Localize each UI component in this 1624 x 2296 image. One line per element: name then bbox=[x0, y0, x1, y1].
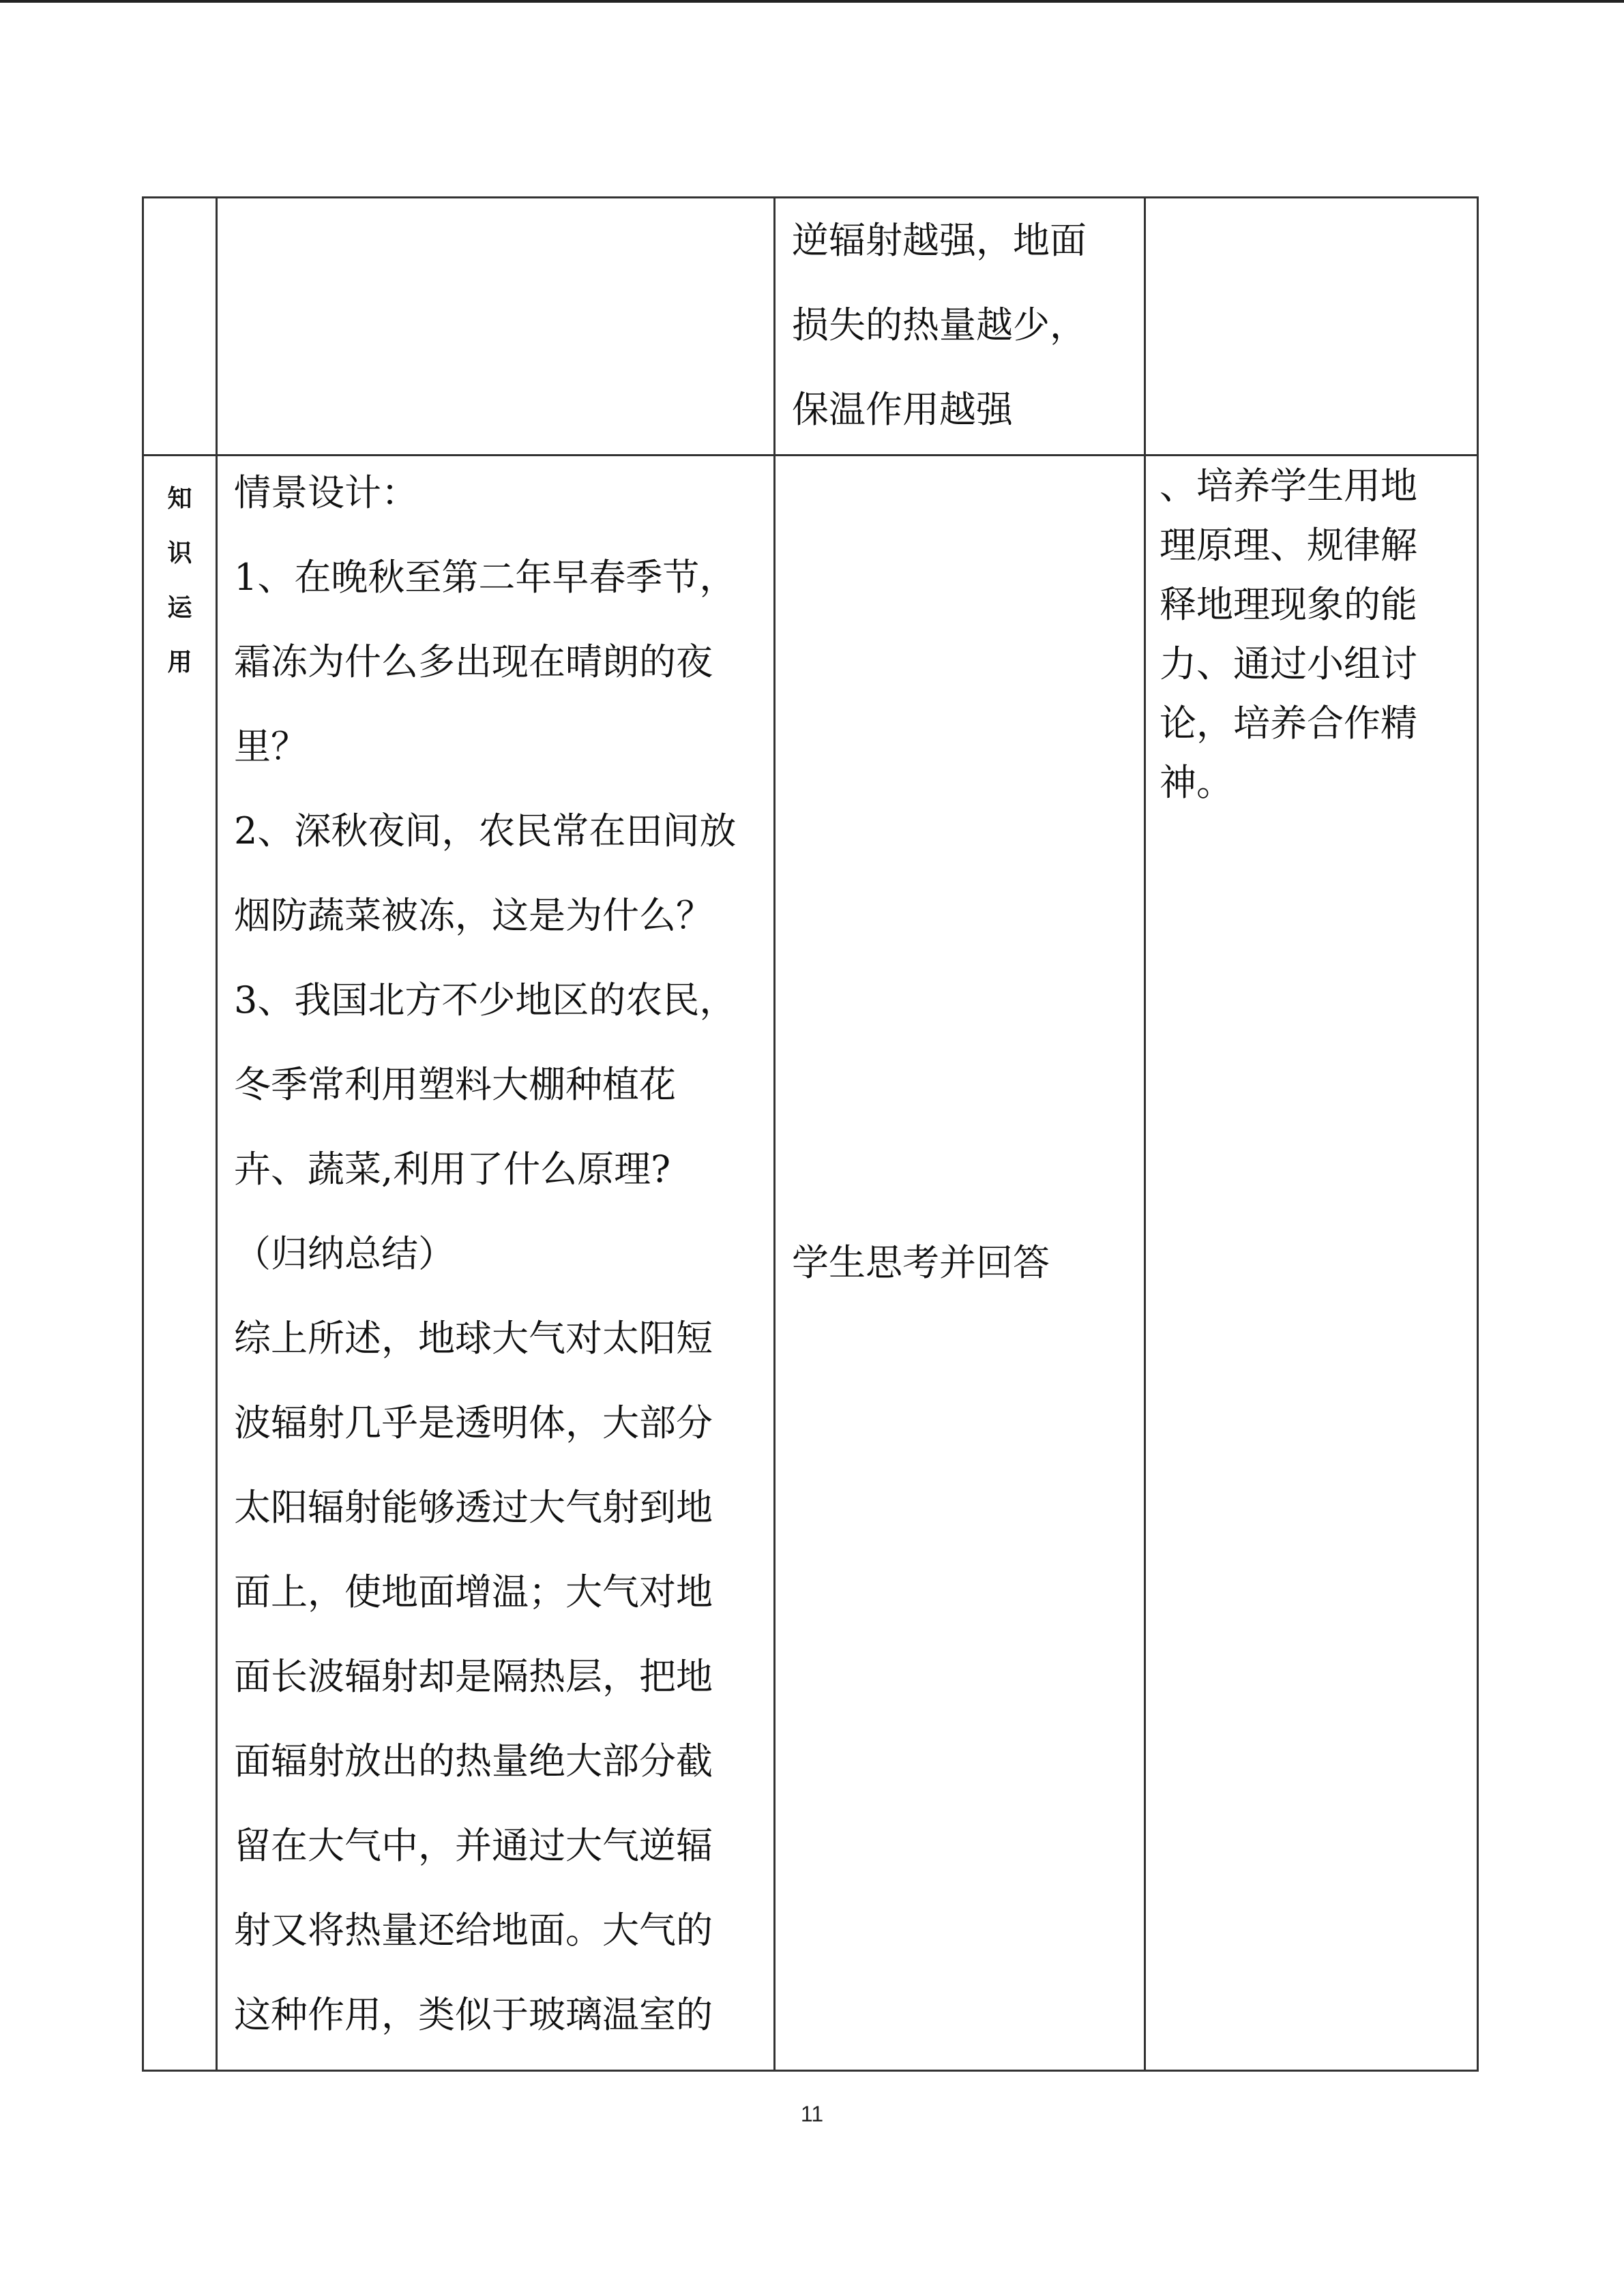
student-activity-cell bbox=[775, 456, 1145, 2071]
table-row bbox=[143, 198, 1478, 456]
page-top-border bbox=[0, 0, 1624, 3]
side-label bbox=[144, 198, 216, 213]
student-activity-cell bbox=[775, 198, 1145, 456]
design-intent-cell bbox=[1145, 198, 1478, 456]
teacher-activity-text: 情景设计： 1、在晚秋至第二年早春季节， 霜冻为什么多出现在晴朗的夜 里？ 2、深秋夜间，农民常在田间放 烟防蔬菜被冻，这是为什么？ 3、我国北方不少地区的农民， 冬季常利用塑料大棚种植花 卉、蔬菜,利用了什么原理? （归纳总结） 综上所述，地球大气对太阳短 波辐射几乎是透明体，大部分 太阳辐射能够透过大气射到地 面上，使地面增温；大气对地 面长波辐射却是隔热层，把地 面辐射放出的热量绝大部分截 留在大气中，并通过大气逆辐 射又将热量还给地面。大气的 这种作用，类似于玻璃温室的 bbox=[234, 471, 737, 2036]
student-activity-text: 学生思考并回答 bbox=[792, 1241, 1050, 1284]
page-number: 11 bbox=[800, 2102, 824, 2126]
design-intent-text: 、培养学生用地 理原理、规律解 释地理现象的能 力、通过小组讨 论，培养合作精 神。 bbox=[1160, 464, 1417, 804]
side-label: 知 识 运 用 bbox=[167, 484, 192, 676]
lesson-plan-table bbox=[142, 196, 1479, 2072]
table-row bbox=[143, 456, 1478, 2071]
design-intent-cell bbox=[1145, 456, 1478, 2071]
side-label-cell bbox=[143, 198, 217, 456]
teacher-activity-cell bbox=[217, 198, 775, 456]
student-activity-text: 逆辐射越强，地面 损失的热量越少， 保温作用越强 bbox=[792, 219, 1087, 431]
side-label-cell bbox=[143, 456, 217, 2071]
teacher-activity-cell bbox=[217, 456, 775, 2071]
